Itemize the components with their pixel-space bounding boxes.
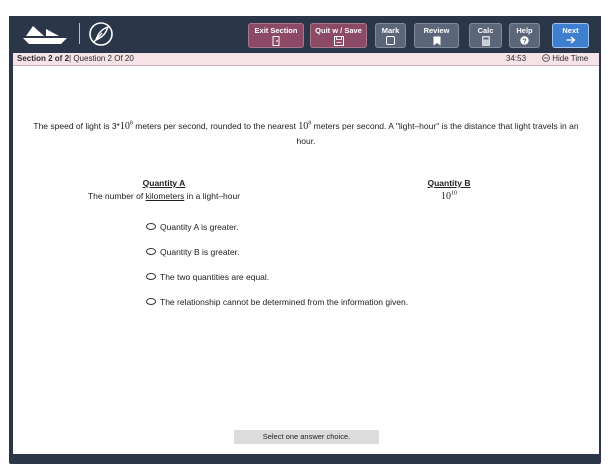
save-icon: [334, 36, 344, 46]
question-power-1: [120, 121, 133, 132]
quantity-a-heading: Quantity A: [142, 178, 186, 188]
question-text: [33, 119, 579, 148]
exit-door-icon: [272, 36, 280, 46]
feather-logo-icon: [87, 21, 115, 47]
hide-time-toggle[interactable]: [542, 53, 588, 65]
question-power-2: [298, 121, 311, 132]
calc-label: Calc: [477, 26, 494, 35]
calculator-icon: [482, 36, 490, 46]
quantity-b: [384, 178, 514, 202]
quantity-a-desc-post: in a light–hour: [184, 191, 241, 201]
hide-time-label: Hide Time: [552, 54, 589, 63]
question-counter: Question 2 Of 20: [71, 54, 134, 63]
section-info-bar: [13, 53, 599, 66]
mark-button[interactable]: [375, 23, 406, 48]
separator: |: [69, 54, 72, 63]
answer-choice-d[interactable]: [146, 296, 408, 308]
bookmark-icon: [433, 36, 441, 46]
quantity-a-desc-pre: The number of: [87, 191, 146, 201]
next-button[interactable]: [552, 23, 589, 48]
arrow-right-icon: [566, 36, 576, 44]
help-label: Help: [516, 26, 533, 35]
next-label: Next: [562, 26, 579, 35]
answer-choice-c-label: The two quantities are equal.: [160, 272, 270, 282]
quantity-b-heading: Quantity B: [427, 178, 471, 188]
question-exp1: 8: [129, 120, 133, 127]
status-message: Select one answer choice.: [234, 430, 379, 444]
question-base1: 10: [119, 121, 130, 132]
question-part3: meters per second. A "light–hour" is the distance that light travels in an hour.: [296, 121, 579, 146]
exit-section-button[interactable]: [248, 23, 304, 48]
answer-choice-a-label: Quantity A is greater.: [160, 222, 239, 232]
quantity-b-exp: 10: [451, 190, 457, 197]
top-toolbar: [9, 16, 601, 51]
answer-choice-d-label: The relationship cannot be determined from the information given.: [160, 297, 409, 307]
calculator-button[interactable]: [469, 23, 502, 48]
review-button[interactable]: [414, 23, 459, 48]
quit-save-label: Quit w / Save: [315, 26, 362, 35]
quantity-a-desc-underlined: kilometers: [145, 191, 185, 201]
logo-divider: [79, 23, 80, 44]
section-indicator: [17, 53, 134, 65]
checkbox-icon: [386, 36, 395, 45]
exit-section-label: Exit Section: [254, 26, 298, 35]
radio-icon[interactable]: [146, 273, 156, 280]
radio-icon[interactable]: [146, 248, 156, 255]
quantity-a-description: [69, 191, 259, 202]
question-part1: The speed of light is 3*: [33, 121, 120, 131]
help-button[interactable]: [509, 23, 540, 48]
question-part2: meters per second, rounded to the nearest: [132, 121, 299, 131]
answer-choice-b-label: Quantity B is greater.: [160, 247, 240, 257]
timer: 34:53: [506, 54, 527, 63]
question-base2: 10: [298, 121, 309, 132]
svg-text:?: ?: [522, 38, 527, 45]
question-exp2: 8: [308, 120, 312, 127]
question-mark-icon: [520, 36, 529, 45]
quantity-b-value: [384, 191, 514, 202]
quantity-b-base: 10: [441, 191, 451, 202]
answer-choice-c[interactable]: [146, 271, 269, 283]
answer-choice-b[interactable]: [146, 246, 239, 258]
quantity-a: [69, 178, 259, 202]
answer-choice-a[interactable]: [146, 221, 238, 233]
question-panel: [13, 66, 599, 454]
ship-logo-icon: [23, 23, 71, 45]
radio-icon[interactable]: [146, 223, 156, 230]
radio-icon[interactable]: [146, 298, 156, 305]
review-label: Review: [423, 26, 450, 35]
minus-circle-icon: [542, 54, 550, 62]
section-label: Section 2 of 2: [17, 54, 70, 63]
quit-save-button[interactable]: [310, 23, 367, 48]
mark-label: Mark: [381, 26, 400, 35]
